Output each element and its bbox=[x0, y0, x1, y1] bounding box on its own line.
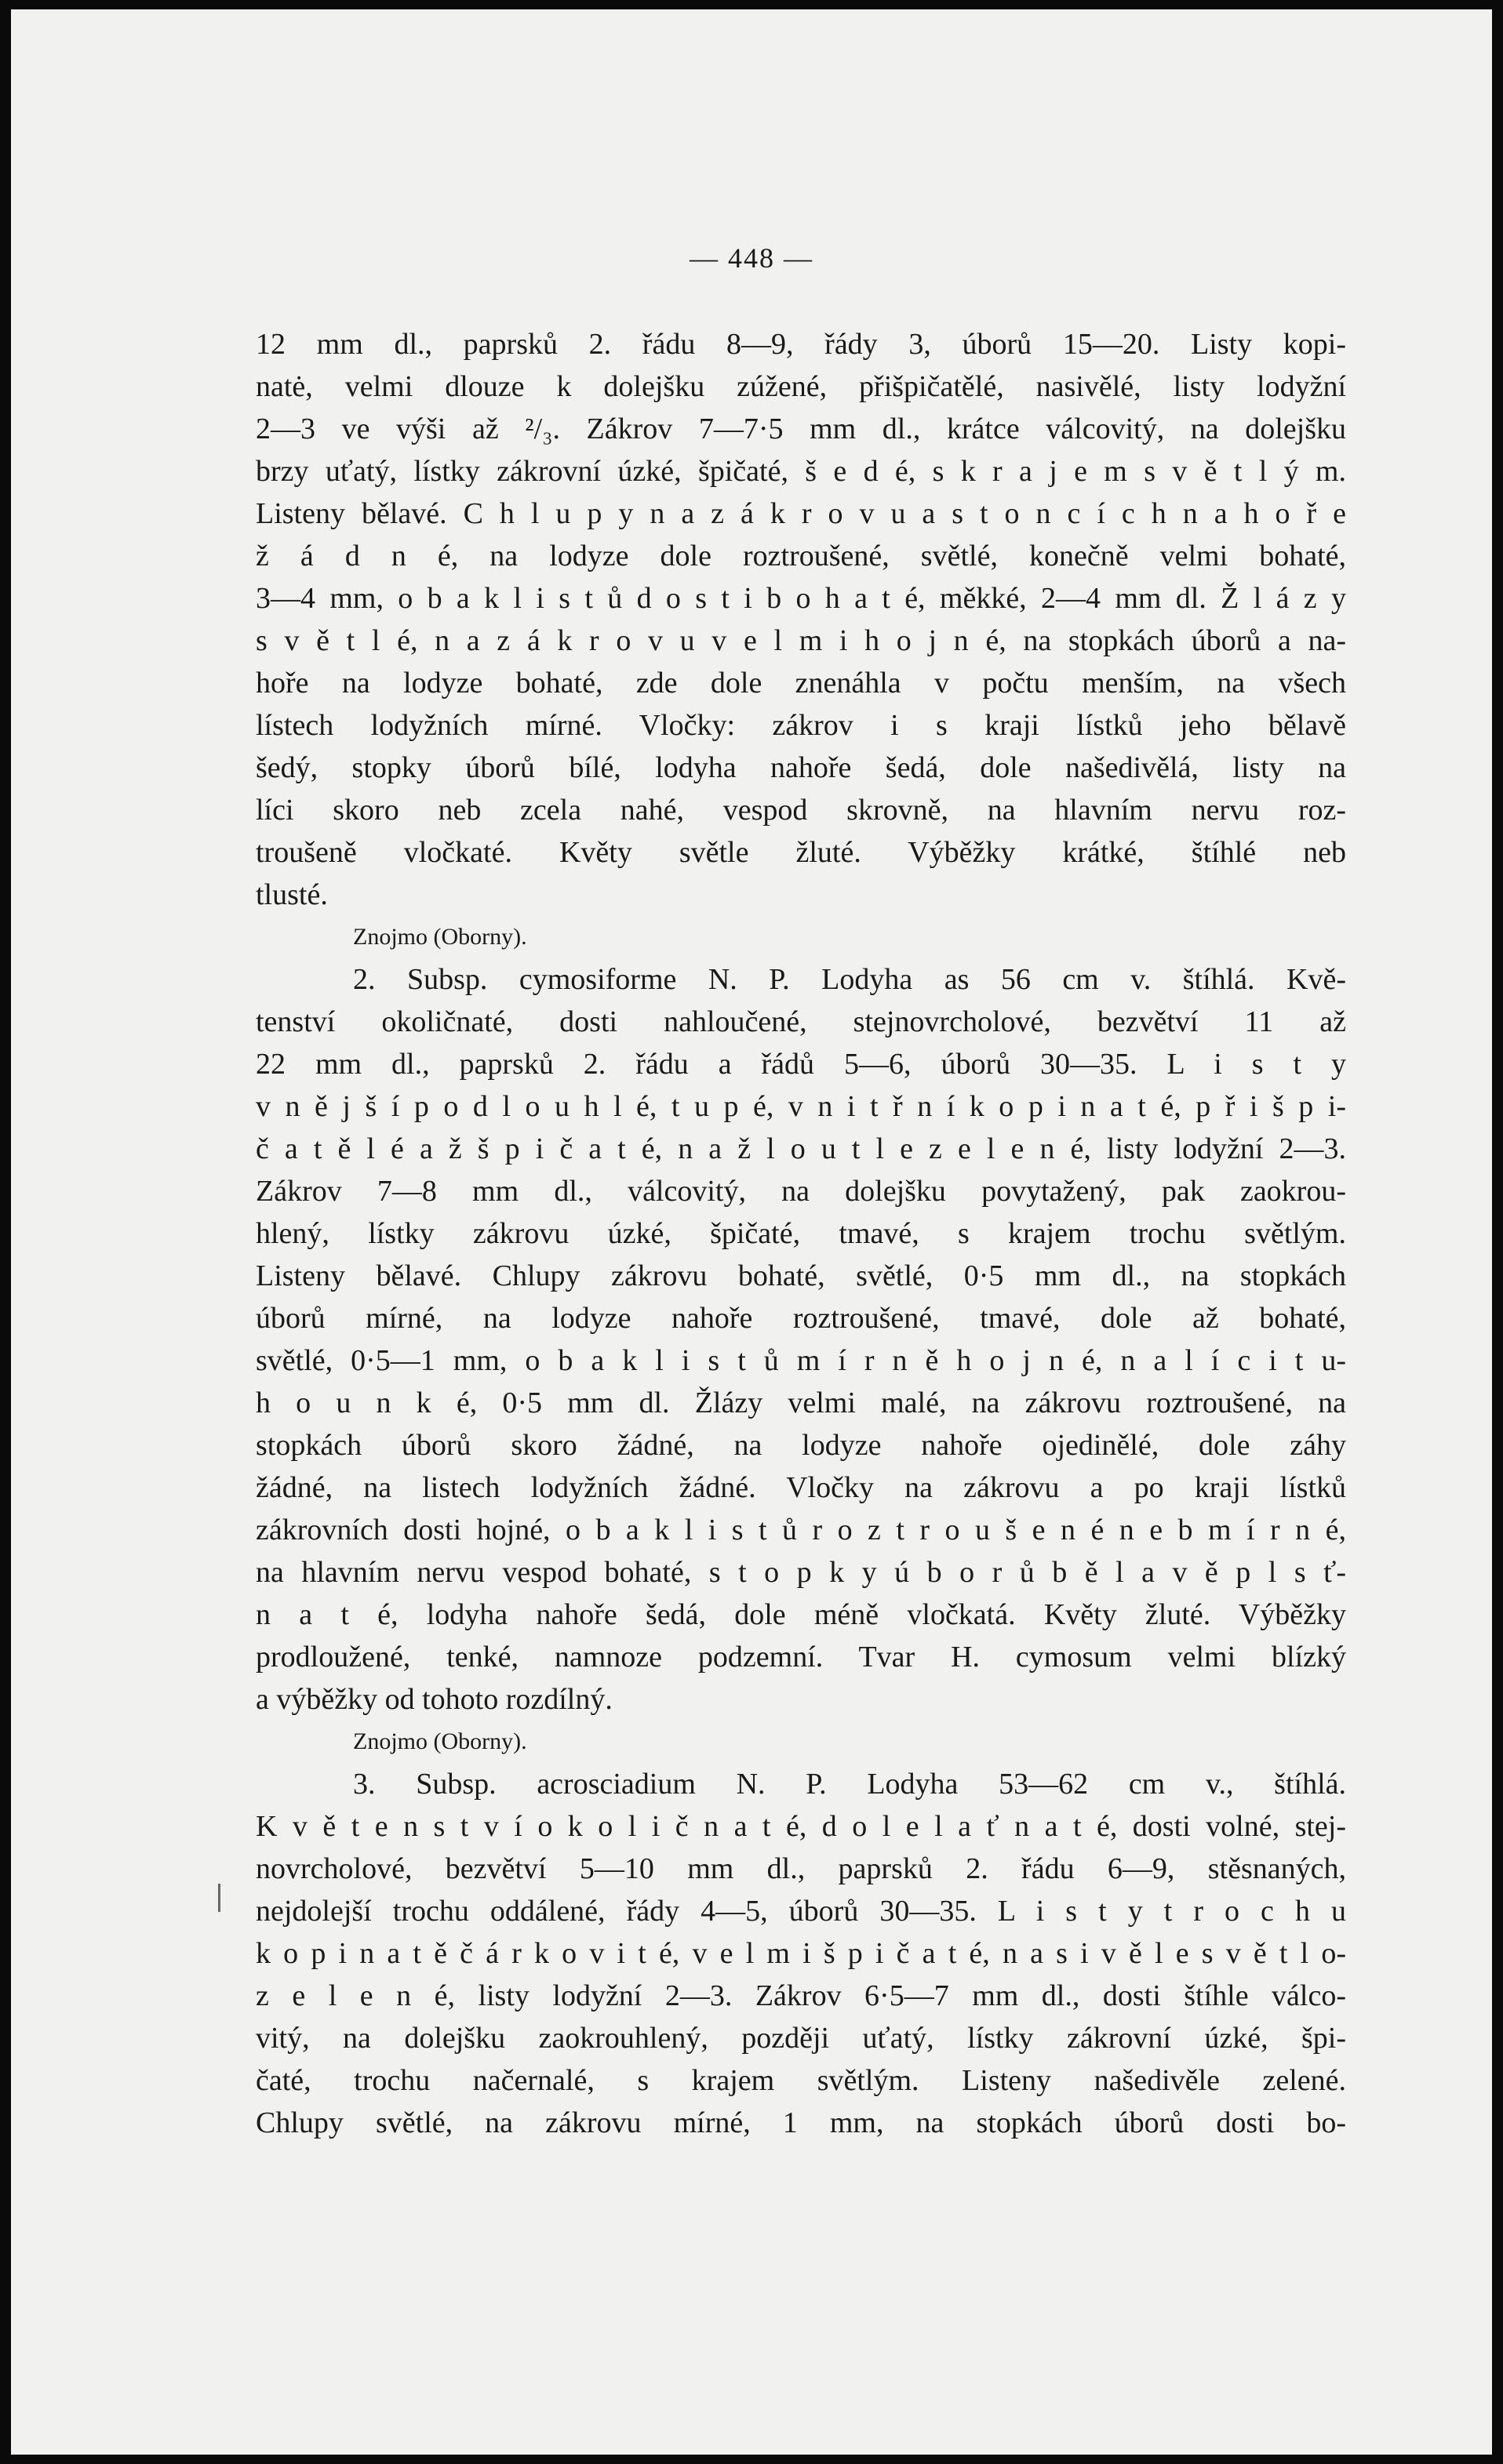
text-line: 3—4 mm, o b a k l i s t ů d o s t i b o h a t é, měkké, 2—4 mm dl. Ž l á z y bbox=[256, 582, 1346, 615]
text-line: n a t é, lodyha nahoře šedá, dole méně vločkatá. Květy žluté. Výběžky bbox=[256, 1598, 1346, 1631]
text-line: troušeně vločkaté. Květy světle žluté. Výběžky krátké, štíhlé neb bbox=[256, 836, 1346, 869]
text-line: stopkách úborů skoro žádné, na lodyze nahoře ojedinělé, dole záhy bbox=[256, 1429, 1346, 1462]
text-line: z e l e n é, listy lodyžní 2—3. Zákrov 6·5—7 mm dl., dosti štíhle válco- bbox=[256, 1979, 1346, 2012]
text-line: vitý, na dolejšku zaokrouhlený, později uťatý, lístky zákrovní úzké, špi- bbox=[256, 2022, 1346, 2055]
text-line: v n ě j š í p o d l o u h l é, t u p é, v n i t ř n í k o p i n a t é, p ř i š p i- bbox=[256, 1090, 1346, 1123]
book-page bbox=[11, 9, 1492, 2455]
text-line: tenství okoličnaté, dosti nahloučené, stejnovrcholové, bezvětví 11 až bbox=[256, 1005, 1346, 1038]
text-line: brzy uťatý, lístky zákrovní úzké, špičaté, š e d é, s k r a j e m s v ě t l ý m. bbox=[256, 455, 1346, 488]
text-line: nejdolejší trochu oddálené, řády 4—5, úborů 30—35. L i s t y t r o c h u bbox=[256, 1895, 1346, 1928]
text-line: 2—3 ve výši až ²/₃. Zákrov 7—7·5 mm dl., krátce válcovitý, na dolejšku bbox=[256, 412, 1346, 445]
text-line: novrcholové, bezvětví 5—10 mm dl., paprsků 2. řádu 6—9, stěsnaných, bbox=[256, 1852, 1346, 1885]
page-number: — 448 — bbox=[690, 242, 813, 274]
text-line: Zákrov 7—8 mm dl., válcovitý, na dolejšku povytažený, pak zaokrou- bbox=[256, 1175, 1346, 1208]
text-line: Listeny bělavé. C h l u p y n a z á k r o v u a s t o n c í c h n a h o ř e bbox=[256, 497, 1346, 530]
text-line: 12 mm dl., paprsků 2. řádu 8—9, řády 3, úborů 15—20. Listy kopi- bbox=[256, 328, 1346, 361]
text-line: K v ě t e n s t v í o k o l i č n a t é, d o l e l a ť n a t é, dosti volné, stej- bbox=[256, 1810, 1346, 1843]
locality-line: Znojmo (Oborny). bbox=[353, 924, 527, 950]
text-line: lístech lodyžních mírné. Vločky: zákrov i s kraji lístků jeho bělavě bbox=[256, 709, 1346, 742]
text-line: světlé, 0·5—1 mm, o b a k l i s t ů m í r n ě h o j n é, n a l í c i t u- bbox=[256, 1344, 1346, 1377]
text-line: prodloužené, tenké, namnoze podzemní. Tvar H. cymosum velmi blízký bbox=[256, 1641, 1346, 1674]
text-line: tlusté. bbox=[256, 878, 328, 911]
text-line: k o p i n a t ě č á r k o v i t é, v e l m i š p i č a t é, n a s i v ě l e s v ě t l o- bbox=[256, 1937, 1346, 1970]
text-line: úborů mírné, na lodyze nahoře roztroušené, tmavé, dole až bohaté, bbox=[256, 1302, 1346, 1335]
text-line: zákrovních dosti hojné, o b a k l i s t ů r o z t r o u š e n é n e b m í r n é, bbox=[256, 1514, 1346, 1546]
text-line: h o u n k é, 0·5 mm dl. Žlázy velmi malé, na zákrovu roztroušené, na bbox=[256, 1386, 1346, 1419]
text-line: na hlavním nervu vespod bohaté, s t o p k y ú b o r ů b ě l a v ě p l s ť- bbox=[256, 1556, 1346, 1589]
text-line: č a t ě l é a ž š p i č a t é, n a ž l o u t l e z e l e n é, listy lodyžní 2—3. bbox=[256, 1132, 1346, 1165]
margin-mark bbox=[218, 1884, 220, 1912]
subspecies-heading-line: 2. Subsp. cymosiforme N. P. Lodyha as 56 cm v. štíhlá. Kvě- bbox=[353, 963, 1346, 996]
text-line: a výběžky od tohoto rozdílný. bbox=[256, 1683, 613, 1716]
text-line: ž á d n é, na lodyze dole roztroušené, světlé, konečně velmi bohaté, bbox=[256, 540, 1346, 572]
text-line: hoře na lodyze bohaté, zde dole znenáhla v počtu menším, na všech bbox=[256, 667, 1346, 700]
text-line: natė, velmi dlouze k dolejšku zúžené, přišpičatělé, nasivělé, listy lodyžní bbox=[256, 370, 1346, 403]
text-line: s v ě t l é, n a z á k r o v u v e l m i h o j n é, na stopkách úborů a na- bbox=[256, 624, 1346, 657]
text-line: líci skoro neb zcela nahé, vespod skrovně, na hlavním nervu roz- bbox=[256, 794, 1346, 827]
text-line: Listeny bělavé. Chlupy zákrovu bohaté, světlé, 0·5 mm dl., na stopkách bbox=[256, 1259, 1346, 1292]
subspecies-heading-line: 3. Subsp. acrosciadium N. P. Lodyha 53—62 cm v., štíhlá. bbox=[353, 1768, 1346, 1801]
text-line: hlený, lístky zákrovu úzké, špičaté, tmavé, s krajem trochu světlým. bbox=[256, 1217, 1346, 1250]
text-line: čaté, trochu načernalé, s krajem světlým. Listeny našedivěle zelené. bbox=[256, 2064, 1346, 2097]
locality-line: Znojmo (Oborny). bbox=[353, 1728, 527, 1754]
body-text bbox=[256, 323, 1346, 2144]
text-line: Chlupy světlé, na zákrovu mírné, 1 mm, na stopkách úborů dosti bo- bbox=[256, 2106, 1346, 2139]
text-line: žádné, na listech lodyžních žádné. Vločky na zákrovu a po kraji lístků bbox=[256, 1471, 1346, 1504]
text-line: šedý, stopky úborů bílé, lodyha nahoře šedá, dole našedivělá, listy na bbox=[256, 751, 1346, 784]
text-line: 22 mm dl., paprsků 2. řádu a řádů 5—6, úborů 30—35. L i s t y bbox=[256, 1048, 1346, 1081]
